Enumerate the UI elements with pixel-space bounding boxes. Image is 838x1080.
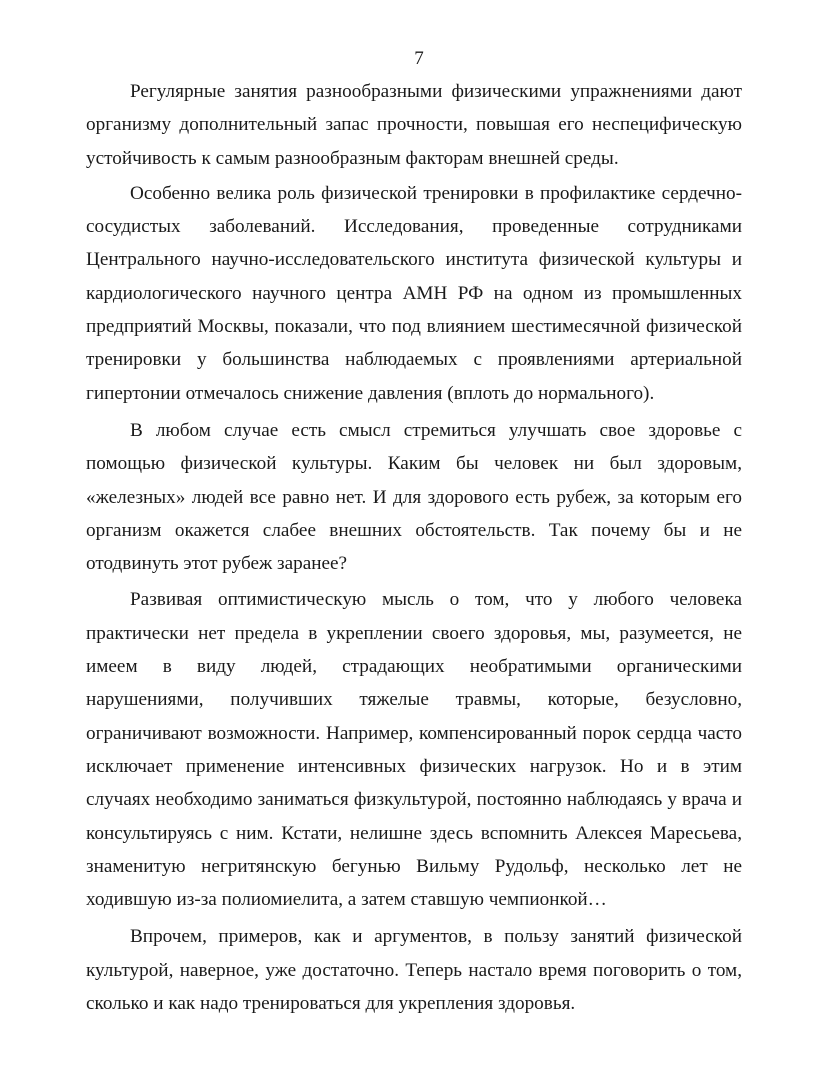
paragraph-2: Особенно велика роль физической тренировки в профилактике сердечно-сосудистых заболеваний. Исследования, проведенные сотрудниками Центрального научно-исследовательского института физической культуры и кардиологического научного центра АМН РФ на одном из промышленных предприятий Москвы, показали, что под влиянием шестимесячной физической тренировки у большинства наблюдаемых с проявлениями артериальной гипертонии отмечалось снижение давления (вплоть до нормального). [86, 182, 742, 404]
paragraph-4: Развивая оптимистическую мысль о том, что у любого человека практически нет предела в укреплении своего здоровья, мы, разумеется, не имеем в виду людей, страдающих необратимыми органическими нарушениями, получивших тяжелые травмы, которые, безусловно, ограничивают возможности. Например, компенсированный порок сердца часто исключает применение интенсивных физических нагрузок. Но и в этим случаях необходимо заниматься физкультурой, постоянно наблюдаясь у врача и консультируясь с ним. Кстати, нелишне здесь вспомнить Алексея Маресьева, знаменитую негритянскую бегунью Вильму Рудольф, несколько лет не ходившую из-за полиомиелита, а затем ставшую чемпионкой… [86, 589, 742, 911]
paragraph-5: Впрочем, примеров, как и аргументов, в пользу занятий физической культурой, наверное, уже достаточно. Теперь настало время поговорить о том, сколько и как надо тренироваться для укрепления здоровья. [86, 926, 742, 1015]
paragraph-1: Регулярные занятия разнообразными физическими упражнениями дают организму дополнительный запас прочности, повышая его неспецифическую устойчивость к самым разнообразным факторам внешней среды. [86, 81, 742, 169]
body-text [86, 75, 742, 1023]
paragraph-3: В любом случае есть смысл стремиться улучшать свое здоровье с помощью физической культуры. Каким бы человек ни был здоровым, «железных» людей все равно нет. И для здорового есть рубеж, за которым его организм окажется слабее внешних обстоятельств. Так почему бы и не отодвинуть этот рубеж заранее? [86, 419, 742, 575]
page-number: 7 [414, 48, 424, 69]
